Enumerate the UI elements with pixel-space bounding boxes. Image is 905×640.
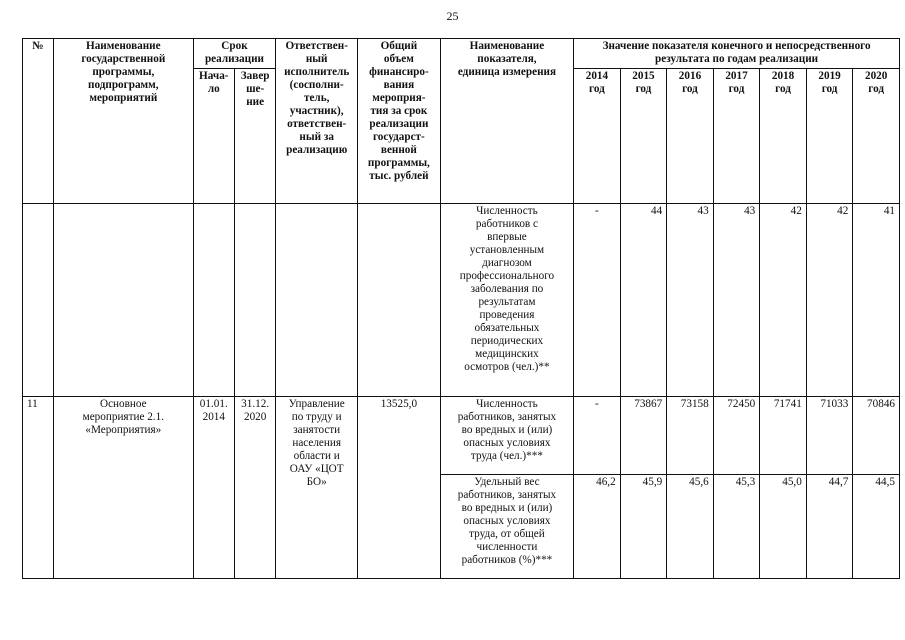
value-cell: - <box>574 397 621 475</box>
header-executor: Ответствен- ный исполнитель (сосполни- тель, участник), ответствен- ный за реализацию <box>276 39 358 204</box>
executor: Управление по труду и занятости населения области и ОАУ «ЦОТ БО» <box>276 397 358 579</box>
value-cell: 71033 <box>806 397 853 475</box>
value-cell: 45,0 <box>760 475 807 579</box>
header-year-2020: 2020 год <box>853 69 900 204</box>
value-cell: 42 <box>806 204 853 397</box>
header-period: Срок реализации <box>193 39 276 69</box>
value-cell: 44,5 <box>853 475 900 579</box>
cell-empty <box>54 204 194 397</box>
header-num: № <box>23 39 54 204</box>
value-cell: 43 <box>667 204 714 397</box>
header-start: Нача- ло <box>193 69 234 204</box>
header-end: Завер ше- ние <box>234 69 275 204</box>
end-date: 31.12. 2020 <box>234 397 275 579</box>
cell-empty <box>23 204 54 397</box>
header-year-2017: 2017 год <box>713 69 760 204</box>
row-number: 11 <box>23 397 54 579</box>
program-table <box>22 38 900 579</box>
value-cell: - <box>574 204 621 397</box>
funding-amount: 13525,0 <box>358 397 441 579</box>
value-cell: 42 <box>760 204 807 397</box>
header-row-1 <box>23 39 900 69</box>
start-date: 01.01. 2014 <box>193 397 234 579</box>
cell-empty <box>276 204 358 397</box>
value-cell: 71741 <box>760 397 807 475</box>
indicator-harmful-workers: Численность работников, занятых во вредных и (или) опасных условиях труда (чел.)*** <box>440 397 573 475</box>
cell-empty <box>358 204 441 397</box>
value-cell: 73158 <box>667 397 714 475</box>
value-cell: 46,2 <box>574 475 621 579</box>
header-year-2015: 2015 год <box>620 69 667 204</box>
header-year-2014: 2014 год <box>574 69 621 204</box>
header-funding: Общий объем финансиро- вания мероприя- тия за срок реализации государст- венной программы, тыс. рублей <box>358 39 441 204</box>
cell-empty <box>193 204 234 397</box>
header-indicator: Наименование показателя, единица измерения <box>440 39 573 204</box>
value-cell: 45,6 <box>667 475 714 579</box>
header-year-2016: 2016 год <box>667 69 714 204</box>
value-cell: 73867 <box>620 397 667 475</box>
value-cell: 45,3 <box>713 475 760 579</box>
table-row <box>23 204 900 397</box>
value-cell: 44 <box>620 204 667 397</box>
value-cell: 45,9 <box>620 475 667 579</box>
program-name: Основное мероприятие 2.1. «Мероприятия» <box>54 397 194 579</box>
value-cell: 44,7 <box>806 475 853 579</box>
value-cell: 72450 <box>713 397 760 475</box>
header-values-group: Значение показателя конечного и непосредственного результата по годам реализации <box>574 39 900 69</box>
table-row <box>23 397 900 475</box>
value-cell: 43 <box>713 204 760 397</box>
header-year-2018: 2018 год <box>760 69 807 204</box>
header-year-2019: 2019 год <box>806 69 853 204</box>
indicator-harmful-share: Удельный вес работников, занятых во вредных и (или) опасных условиях труда, от общей численности работников (%)*** <box>440 475 573 579</box>
page-number: 25 <box>446 9 459 23</box>
indicator-occupational-disease: Численность работников с впервые установленным диагнозом профессионального заболевания по результатам проведения обязательных периодических медицинских осмотров (чел.)** <box>440 204 573 397</box>
header-program: Наименование государственной программы, подпрограмм, мероприятий <box>54 39 194 204</box>
value-cell: 70846 <box>853 397 900 475</box>
value-cell: 41 <box>853 204 900 397</box>
cell-empty <box>234 204 275 397</box>
